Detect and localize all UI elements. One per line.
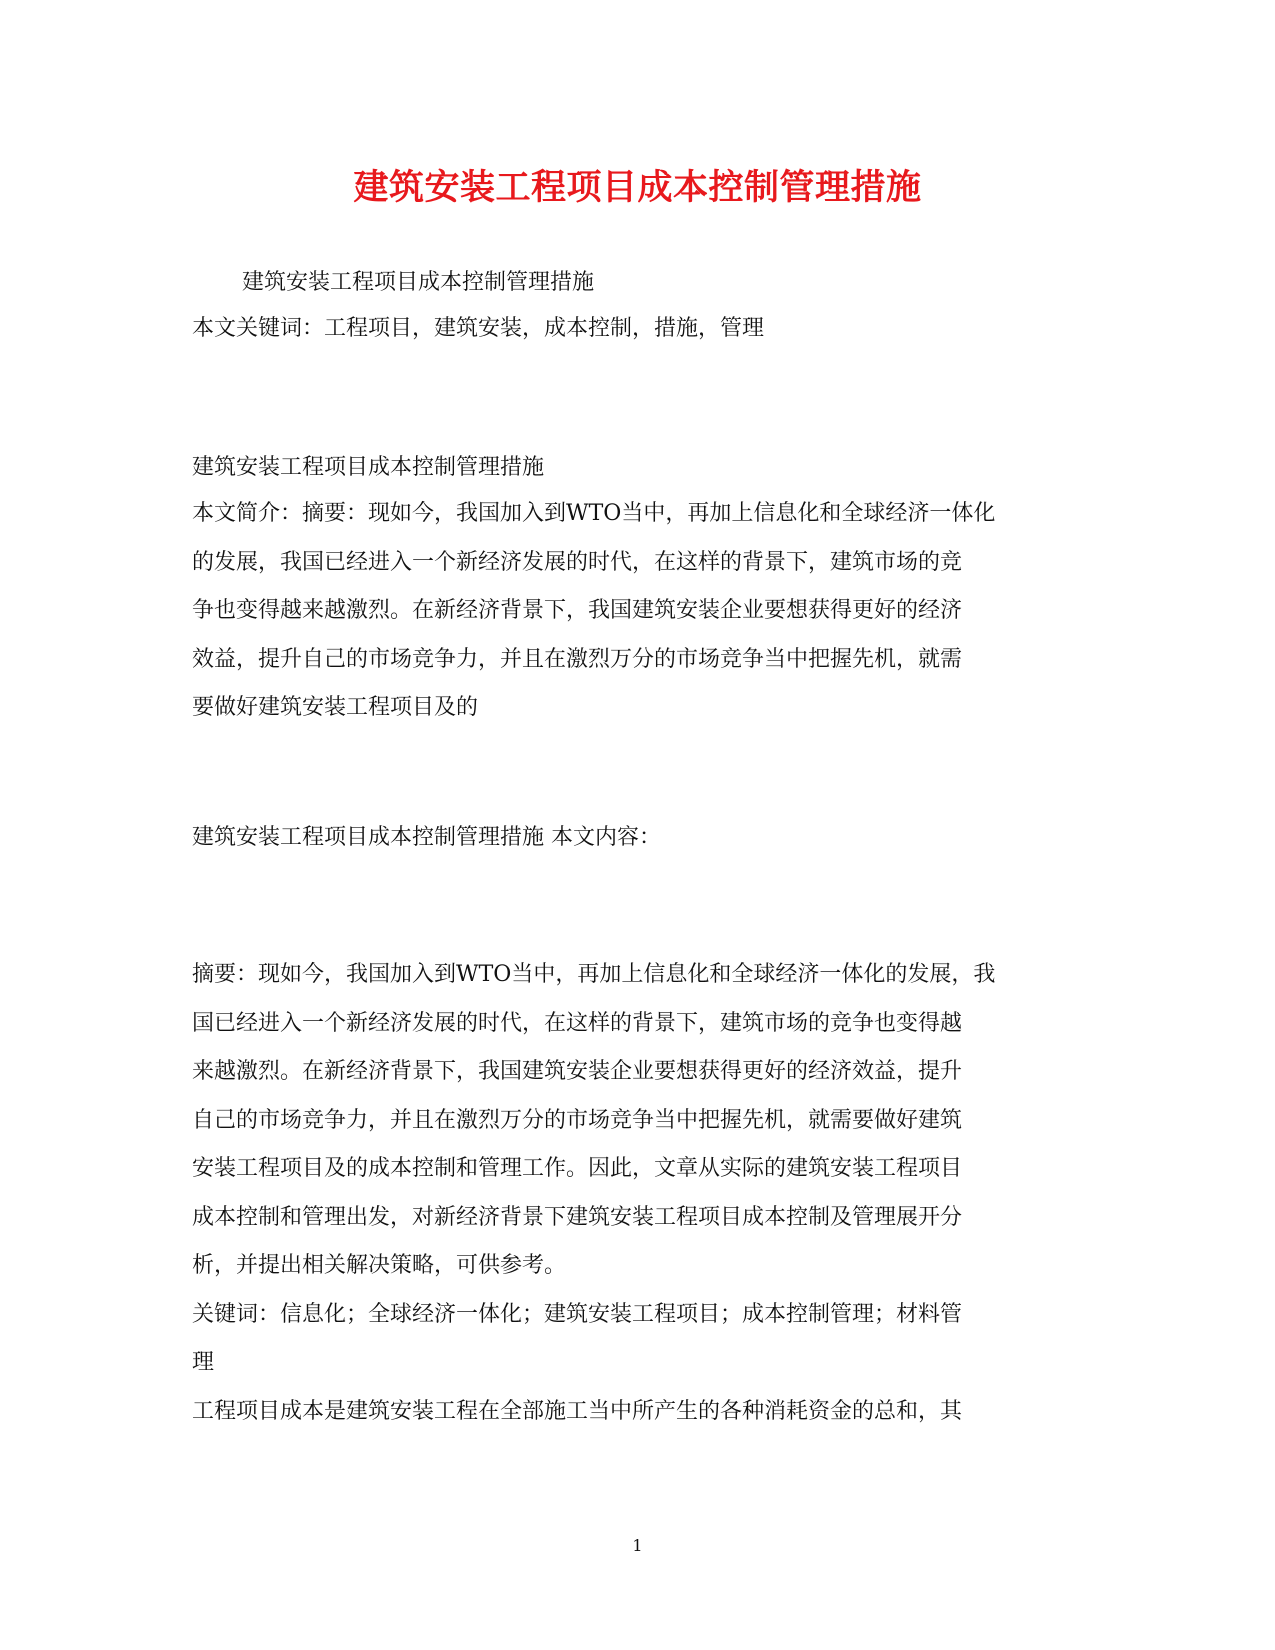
body-line: 安装工程项目及的成本控制和管理工作。因此，文章从实际的建筑安装工程项目 [192, 1156, 963, 1181]
intro-line: 本文简介：摘要：现如今，我国加入到WTO当中，再加上信息化和全球经济一体化 [192, 501, 996, 526]
intro-line: 要做好建筑安装工程项目及的 [192, 695, 479, 720]
body-line: 摘要：现如今，我国加入到WTO当中，再加上信息化和全球经济一体化的发展，我 [192, 962, 996, 987]
body-line: 国已经进入一个新经济发展的时代，在这样的背景下，建筑市场的竞争也变得越 [192, 1010, 963, 1036]
body-line: 来越激烈。在新经济背景下，我国建筑安装企业要想获得更好的经济效益，提升 [192, 1059, 963, 1084]
body-line: 成本控制和管理出发，对新经济背景下建筑安装工程项目成本控制及管理展开分 [192, 1204, 963, 1230]
intro-line: 效益，提升自己的市场竞争力，并且在激烈万分的市场竞争当中把握先机，就需 [192, 646, 963, 672]
body-line: 自己的市场竞争力，并且在激烈万分的市场竞争当中把握先机，就需要做好建筑 [192, 1107, 963, 1133]
intro-line: 争也变得越来越激烈。在新经济背景下，我国建筑安装企业要想获得更好的经济 [192, 598, 963, 623]
body-line: 析，并提出相关解决策略，可供参考。 [192, 1253, 567, 1278]
keywords-body-line: 理 [192, 1350, 215, 1375]
page-number: 1 [632, 1536, 643, 1555]
intro-line: 的发展，我国已经进入一个新经济发展的时代，在这样的背景下，建筑市场的竞 [192, 549, 963, 575]
section-title: 建筑安装工程项目成本控制管理措施 [192, 455, 545, 480]
content-heading: 建筑安装工程项目成本控制管理措施 本文内容： [192, 825, 661, 850]
body-line: 工程项目成本是建筑安装工程在全部施工当中所产生的各种消耗资金的总和，其 [192, 1398, 963, 1424]
keywords-body-line: 关键词：信息化；全球经济一体化；建筑安装工程项目；成本控制管理；材料管 [192, 1301, 963, 1327]
header-subtitle: 建筑安装工程项目成本控制管理措施 [242, 270, 595, 295]
body-paragraph [192, 951, 1082, 1436]
document-title: 建筑安装工程项目成本控制管理措施 [353, 167, 922, 208]
keywords-line: 本文关键词：工程项目，建筑安装，成本控制，措施，管理 [192, 316, 765, 341]
intro-paragraph [192, 490, 1082, 733]
